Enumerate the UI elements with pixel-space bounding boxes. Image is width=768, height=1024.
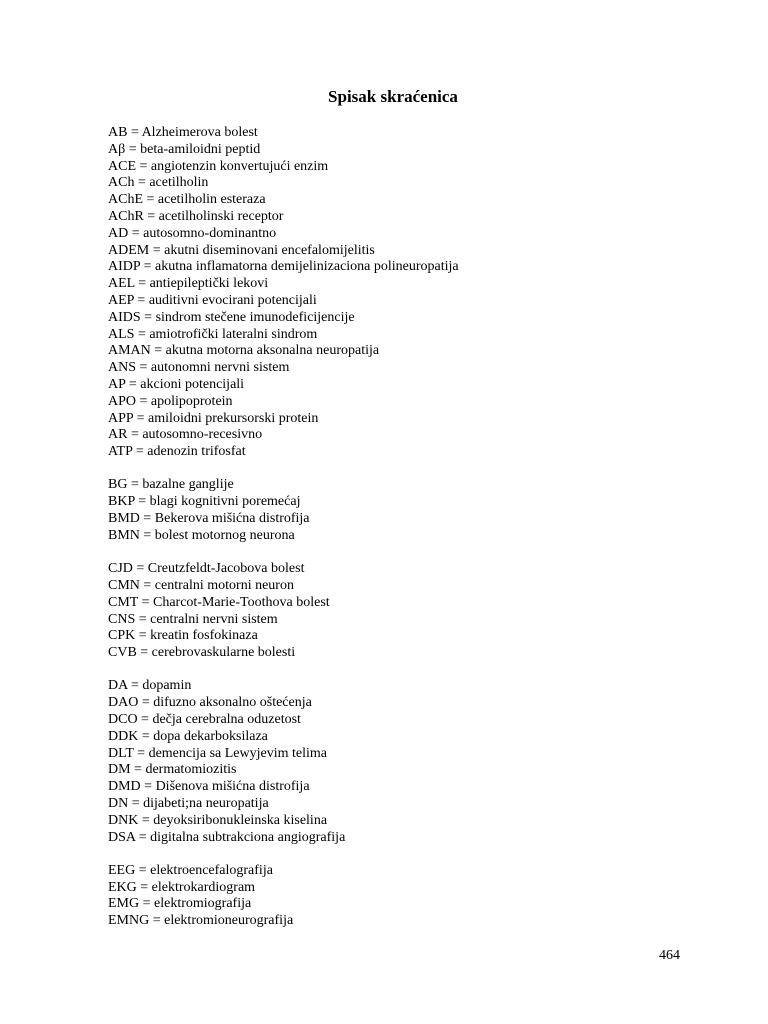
page-number: 464 bbox=[659, 948, 680, 963]
abbreviation-group-b bbox=[108, 477, 728, 544]
list-item: AEL = antiepileptički lekovi bbox=[108, 276, 269, 292]
list-item: ACE = angiotenzin konvertujući enzim bbox=[108, 158, 329, 174]
list-item: APO = apolipoprotein bbox=[108, 393, 233, 409]
abbreviation-group-a bbox=[108, 125, 728, 461]
list-item: DCO = dečja cerebralna oduzetost bbox=[108, 712, 301, 727]
list-item: DLT = demencija sa Lewyjevim telima bbox=[108, 745, 328, 761]
list-item: ALS = amiotrofički lateralni sindrom bbox=[108, 326, 318, 342]
abbreviation-group-e bbox=[108, 863, 728, 930]
list-item: EMNG = elektromioneurografija bbox=[108, 913, 294, 929]
list-item: DN = dijabeti;na neuropatija bbox=[108, 795, 269, 811]
page-title: Spisak skraćenica bbox=[328, 87, 458, 106]
list-item: AB = Alzheimerova bolest bbox=[108, 125, 258, 140]
list-item: BG = bazalne ganglije bbox=[108, 477, 234, 493]
list-item: DSA = digitalna subtrakciona angiografija bbox=[108, 829, 346, 845]
list-item: DDK = dopa dekarboksilaza bbox=[108, 728, 268, 744]
abbreviation-group-d bbox=[108, 678, 728, 846]
list-item: CMN = centralni motorni neuron bbox=[108, 577, 294, 593]
list-item: ACh = acetilholin bbox=[108, 175, 209, 191]
list-item: AMAN = akutna motorna aksonalna neuropatija bbox=[108, 343, 380, 359]
list-item: DNK = deyoksiribonukleinska kiselina bbox=[108, 812, 328, 828]
list-item: AIDS = sindrom stečene imunodeficijencije bbox=[108, 309, 355, 325]
list-item: DM = dermatomiozitis bbox=[108, 762, 237, 778]
list-item: AEP = auditivni evocirani potencijali bbox=[108, 292, 317, 308]
abbreviation-list bbox=[108, 125, 728, 947]
list-item: BKP = blagi kognitivni poremećaj bbox=[108, 494, 301, 510]
list-item: AChE = acetilholin esteraza bbox=[108, 192, 266, 208]
list-item: ANS = autonomni nervni sistem bbox=[108, 360, 290, 376]
list-item: APP = amiloidni prekursorski protein bbox=[108, 410, 319, 426]
list-item: DMD = Dišenova mišićna distrofija bbox=[108, 779, 310, 795]
list-item: CMT = Charcot-Marie-Toothova bolest bbox=[108, 594, 330, 610]
list-item: CJD = Creutzfeldt-Jacobova bolest bbox=[108, 561, 305, 577]
list-item: EMG = elektromiografija bbox=[108, 896, 252, 912]
list-item: AP = akcioni potencijali bbox=[108, 376, 245, 392]
list-item: DAO = difuzno aksonalno oštećenja bbox=[108, 695, 312, 711]
list-item: CNS = centralni nervni sistem bbox=[108, 611, 278, 627]
list-item: AD = autosomno-dominantno bbox=[108, 225, 277, 241]
list-item: BMD = Bekerova mišićna distrofija bbox=[108, 511, 310, 527]
list-item: AR = autosomno-recesivno bbox=[108, 427, 263, 443]
list-item: DA = dopamin bbox=[108, 678, 192, 694]
abbreviation-group-c bbox=[108, 561, 728, 662]
list-item: BMN = bolest motornog neurona bbox=[108, 527, 295, 543]
list-item: CPK = kreatin fosfokinaza bbox=[108, 628, 258, 644]
list-item: AChR = acetilholinski receptor bbox=[108, 208, 284, 224]
list-item: ATP = adenozin trifosfat bbox=[108, 444, 246, 460]
list-item: Aβ = beta-amiloidni peptid bbox=[108, 141, 261, 157]
list-item: EKG = elektrokardiogram bbox=[108, 879, 256, 895]
list-item: EEG = elektroencefalografija bbox=[108, 862, 273, 878]
list-item: CVB = cerebrovaskularne bolesti bbox=[108, 645, 296, 661]
list-item: AIDP = akutna inflamatorna demijelinizaciona polineuropatija bbox=[108, 259, 459, 275]
list-item: ADEM = akutni diseminovani encefalomijelitis bbox=[108, 242, 375, 258]
